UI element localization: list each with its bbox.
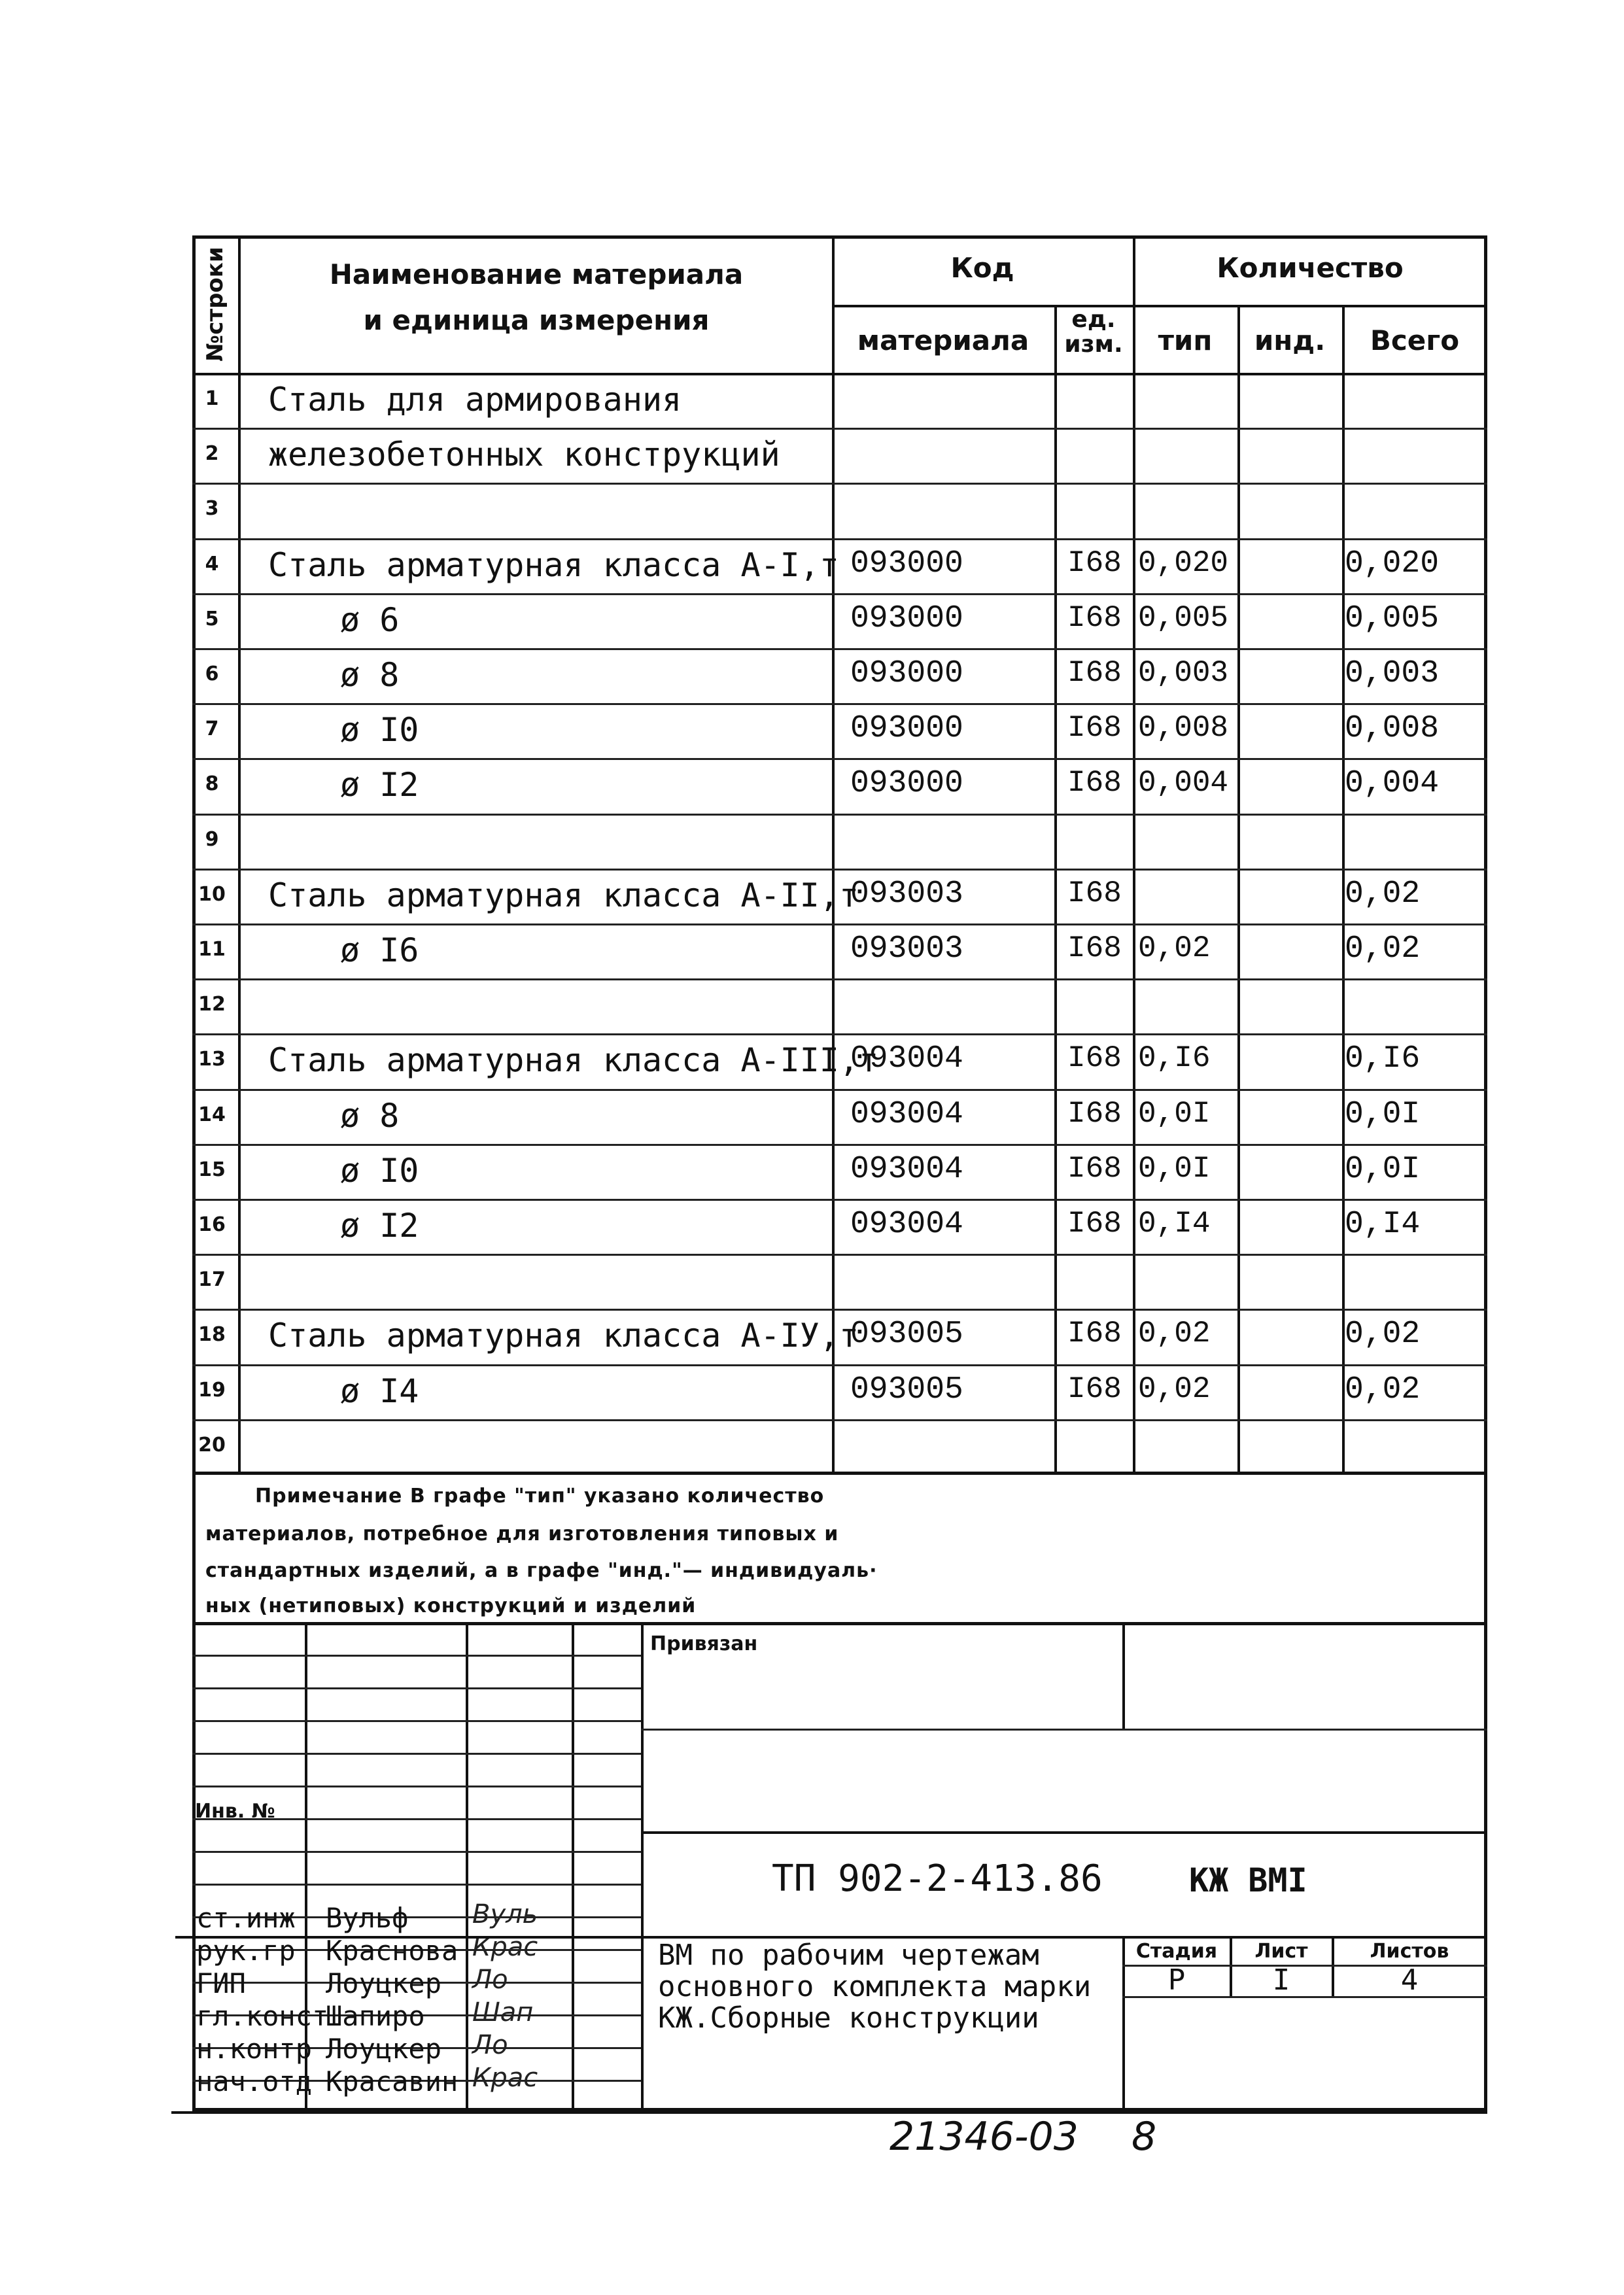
page-bottom-line xyxy=(171,2111,1487,2114)
doc-title-line-2: основного комплекта марки xyxy=(658,1970,1092,2003)
row-name: ø 8 xyxy=(340,1097,400,1135)
stamp-row-line xyxy=(192,1786,641,1787)
doc-mark: КЖ ВМI xyxy=(1189,1861,1307,1899)
row-total: 0,0I xyxy=(1345,1097,1421,1132)
signature: Ло xyxy=(472,2030,508,2060)
header-bottom-line xyxy=(192,373,1487,375)
header-rownum: №строки xyxy=(202,247,228,362)
row-code: 093005 xyxy=(850,1372,963,1407)
row-number: 7 xyxy=(205,717,219,740)
row-unit: I68 xyxy=(1067,1041,1122,1075)
row-separator xyxy=(192,1033,1487,1035)
row-name: Сталь арматурная класса А-II,т xyxy=(268,876,859,914)
signer-name: Лоуцкер xyxy=(326,1967,442,1999)
row-separator xyxy=(192,593,1487,595)
inv-no-label: Инв. № xyxy=(195,1800,275,1823)
row-type: 0,020 xyxy=(1138,546,1229,580)
row-name: ø I0 xyxy=(340,711,419,749)
row-unit: I68 xyxy=(1067,711,1122,745)
signer-name: Красавин xyxy=(326,2065,458,2097)
signature: Ло xyxy=(472,1965,508,1995)
row-type: 0,I6 xyxy=(1138,1041,1211,1075)
row-type: 0,0I xyxy=(1138,1097,1211,1131)
stamp-col-3 xyxy=(572,1624,574,2111)
stage-value: Р xyxy=(1167,1963,1186,1997)
row-code: 093000 xyxy=(850,546,963,581)
title-sep xyxy=(1122,1936,1125,2111)
row-unit: I68 xyxy=(1067,656,1122,690)
header-type: тип xyxy=(1158,324,1213,356)
row-code: 093000 xyxy=(850,766,963,801)
row-type: 0,005 xyxy=(1138,601,1229,635)
header-rownum-cell xyxy=(194,237,237,371)
header-unit-line1: ед. xyxy=(1071,306,1116,333)
stamp-col-2 xyxy=(466,1624,468,2111)
row-separator xyxy=(192,1089,1487,1091)
row-code: 093005 xyxy=(850,1317,963,1352)
note-line-2: материалов, потребное для изготовления типовых и xyxy=(205,1523,839,1545)
header-name-line2: и единица измерения xyxy=(363,304,710,336)
row-code: 093004 xyxy=(850,1097,963,1132)
sheets-value: 4 xyxy=(1400,1963,1419,1997)
row-total: 0,02 xyxy=(1345,931,1421,967)
row-unit: I68 xyxy=(1067,601,1122,635)
signer-role: ст.инж xyxy=(196,1902,296,1934)
row-name: ø I2 xyxy=(340,766,419,804)
row-number: 1 xyxy=(205,387,219,410)
row-separator xyxy=(192,1199,1487,1201)
stamp-row-line xyxy=(192,1851,641,1853)
table-frame xyxy=(192,235,1487,1475)
col-sep-name xyxy=(832,235,835,1475)
row-separator xyxy=(192,1309,1487,1311)
row-total: 0,008 xyxy=(1345,711,1440,746)
row-unit: I68 xyxy=(1067,876,1122,910)
row-number: 14 xyxy=(198,1103,226,1126)
row-name: ø 8 xyxy=(340,656,400,694)
signature: Крас xyxy=(472,1932,538,1962)
row-unit: I68 xyxy=(1067,1207,1122,1241)
row-code: 093003 xyxy=(850,876,963,912)
signer-role: н.контр xyxy=(196,2033,313,2065)
row-code: 093000 xyxy=(850,711,963,746)
row-type: 0,I4 xyxy=(1138,1207,1211,1241)
header-unit-line2: изм. xyxy=(1064,331,1123,358)
row-separator xyxy=(192,758,1487,760)
row-separator xyxy=(192,1364,1487,1366)
row-number: 15 xyxy=(198,1158,226,1181)
row-type: 0,008 xyxy=(1138,711,1229,745)
stamp-crossline xyxy=(175,1936,641,1939)
signature: Крас xyxy=(472,2063,538,2093)
row-unit: I68 xyxy=(1067,1372,1122,1406)
header-subline xyxy=(832,305,1487,307)
row-separator xyxy=(192,538,1487,540)
row-number: 8 xyxy=(205,772,219,795)
row-separator xyxy=(192,1144,1487,1146)
row-number: 18 xyxy=(198,1323,226,1346)
row-number: 4 xyxy=(205,553,219,576)
row-number: 17 xyxy=(198,1268,226,1291)
privyazan-sep xyxy=(1122,1624,1125,1729)
row-number: 10 xyxy=(198,883,226,906)
row-unit: I68 xyxy=(1067,1317,1122,1351)
row-type: 0,02 xyxy=(1138,931,1211,965)
row-unit: I68 xyxy=(1067,766,1122,800)
header-name-line1: Наименование материала xyxy=(329,258,744,290)
row-name: ø I2 xyxy=(340,1207,419,1245)
row-type: 0,02 xyxy=(1138,1317,1211,1351)
privyazan-bottom xyxy=(641,1729,1487,1731)
signer-name: Шапиро xyxy=(326,2000,425,2032)
header-total: Всего xyxy=(1370,324,1460,356)
row-number: 13 xyxy=(198,1048,226,1071)
stamp-row-line xyxy=(192,1720,641,1722)
stamp-row-line xyxy=(192,1884,641,1886)
header-code: Код xyxy=(950,252,1014,284)
row-type: 0,004 xyxy=(1138,766,1229,800)
sheets-label: Листов xyxy=(1370,1940,1449,1963)
row-code: 093003 xyxy=(850,931,963,967)
privyazan-label: Привязан xyxy=(650,1632,758,1655)
row-separator xyxy=(192,1254,1487,1256)
row-name: Сталь арматурная класса А-III,т xyxy=(268,1041,879,1079)
row-separator xyxy=(192,428,1487,430)
row-number: 12 xyxy=(198,993,226,1016)
row-name: Сталь арматурная класса А-I,т xyxy=(268,546,839,584)
row-separator xyxy=(192,483,1487,485)
signature: Вуль xyxy=(472,1899,538,1929)
row-total: 0,02 xyxy=(1345,1372,1421,1407)
doc-code: ТП 902-2-413.86 xyxy=(772,1857,1103,1900)
row-number: 9 xyxy=(205,828,219,851)
row-number: 3 xyxy=(205,497,219,520)
row-separator xyxy=(192,978,1487,980)
row-separator xyxy=(192,869,1487,871)
row-unit: I68 xyxy=(1067,546,1122,580)
row-type: 0,02 xyxy=(1138,1372,1211,1406)
row-total: 0,02 xyxy=(1345,876,1421,912)
header-material: материала xyxy=(857,324,1029,356)
row-separator xyxy=(192,1419,1487,1421)
note-line-4: ных (нетиповых) конструкций и изделий xyxy=(205,1595,697,1617)
row-separator xyxy=(192,703,1487,705)
sheet-value: I xyxy=(1272,1963,1290,1997)
row-unit: I68 xyxy=(1067,1152,1122,1186)
header-unit xyxy=(1054,307,1133,357)
signer-name: Лоуцкер xyxy=(326,2033,442,2065)
row-name: ø I6 xyxy=(340,931,419,969)
row-total: 0,020 xyxy=(1345,546,1440,581)
row-type: 0,0I xyxy=(1138,1152,1211,1186)
row-code: 093004 xyxy=(850,1041,963,1077)
sheet-label: Лист xyxy=(1254,1940,1308,1963)
row-code: 093000 xyxy=(850,656,963,691)
note-line-3: стандартных изделий, а в графе "инд."— индивидуаль· xyxy=(205,1559,878,1582)
row-number: 20 xyxy=(198,1434,226,1457)
row-name: ø 6 xyxy=(340,601,400,639)
signer-role: рук.гр xyxy=(196,1935,296,1967)
row-number: 5 xyxy=(205,608,219,630)
row-total: 0,0I xyxy=(1345,1152,1421,1187)
row-unit: I68 xyxy=(1067,931,1122,965)
row-separator xyxy=(192,923,1487,925)
signer-role: ГИП xyxy=(196,1967,246,1999)
row-total: 0,005 xyxy=(1345,601,1440,636)
col-sep-unit xyxy=(1133,235,1135,1475)
row-name: Сталь арматурная класса А-IУ,т xyxy=(268,1317,859,1355)
note-line-1: Примечание В графе "тип" указано количество xyxy=(255,1485,825,1508)
signer-role: гл.конст xyxy=(196,2000,329,2032)
row-separator xyxy=(192,648,1487,650)
row-name: ø I0 xyxy=(340,1152,419,1190)
doccode-top xyxy=(641,1831,1487,1834)
doc-title xyxy=(658,1940,1091,2034)
row-total: 0,004 xyxy=(1345,766,1440,801)
stamp-row-line xyxy=(192,1687,641,1689)
row-number: 16 xyxy=(198,1213,226,1236)
doc-title-line-3: КЖ.Сборные конструкции xyxy=(658,2001,1039,2035)
row-name: Сталь для армирования xyxy=(268,381,682,419)
page-number: 8 xyxy=(1132,2114,1157,2160)
row-name: ø I4 xyxy=(340,1372,419,1410)
row-total: 0,02 xyxy=(1345,1317,1421,1352)
row-number: 2 xyxy=(205,442,219,465)
row-code: 093000 xyxy=(850,601,963,636)
header-ind: инд. xyxy=(1254,324,1326,356)
row-unit: I68 xyxy=(1067,1097,1122,1131)
row-number: 11 xyxy=(198,938,226,961)
row-separator xyxy=(192,814,1487,816)
signer-role: нач.отд xyxy=(196,2065,313,2097)
stamp-col-4 xyxy=(641,1624,644,2111)
stamp-row-line xyxy=(192,1753,641,1755)
row-total: 0,I6 xyxy=(1345,1041,1421,1077)
signer-name: Краснова xyxy=(326,1935,458,1967)
row-number: 6 xyxy=(205,663,219,685)
row-total: 0,I4 xyxy=(1345,1207,1421,1242)
col-sep-rownum xyxy=(238,235,241,1475)
doc-title-line-1: ВМ по рабочим чертежам xyxy=(658,1939,1039,1972)
row-type: 0,003 xyxy=(1138,656,1229,690)
row-number: 19 xyxy=(198,1379,226,1402)
col-sep-type xyxy=(1237,306,1240,1475)
signature: Шап xyxy=(472,1997,534,2028)
signer-name: Вульф xyxy=(326,1902,409,1934)
row-code: 093004 xyxy=(850,1207,963,1242)
col-sep-code xyxy=(1054,306,1057,1475)
row-total: 0,003 xyxy=(1345,656,1440,691)
row-code: 093004 xyxy=(850,1152,963,1187)
row-name: железобетонных конструкций xyxy=(268,436,780,474)
stamp-row-line xyxy=(192,1655,641,1657)
header-quantity: Количество xyxy=(1217,252,1404,284)
stage-label: Стадия xyxy=(1135,1940,1218,1963)
archive-number: 21346-03 xyxy=(890,2114,1079,2160)
